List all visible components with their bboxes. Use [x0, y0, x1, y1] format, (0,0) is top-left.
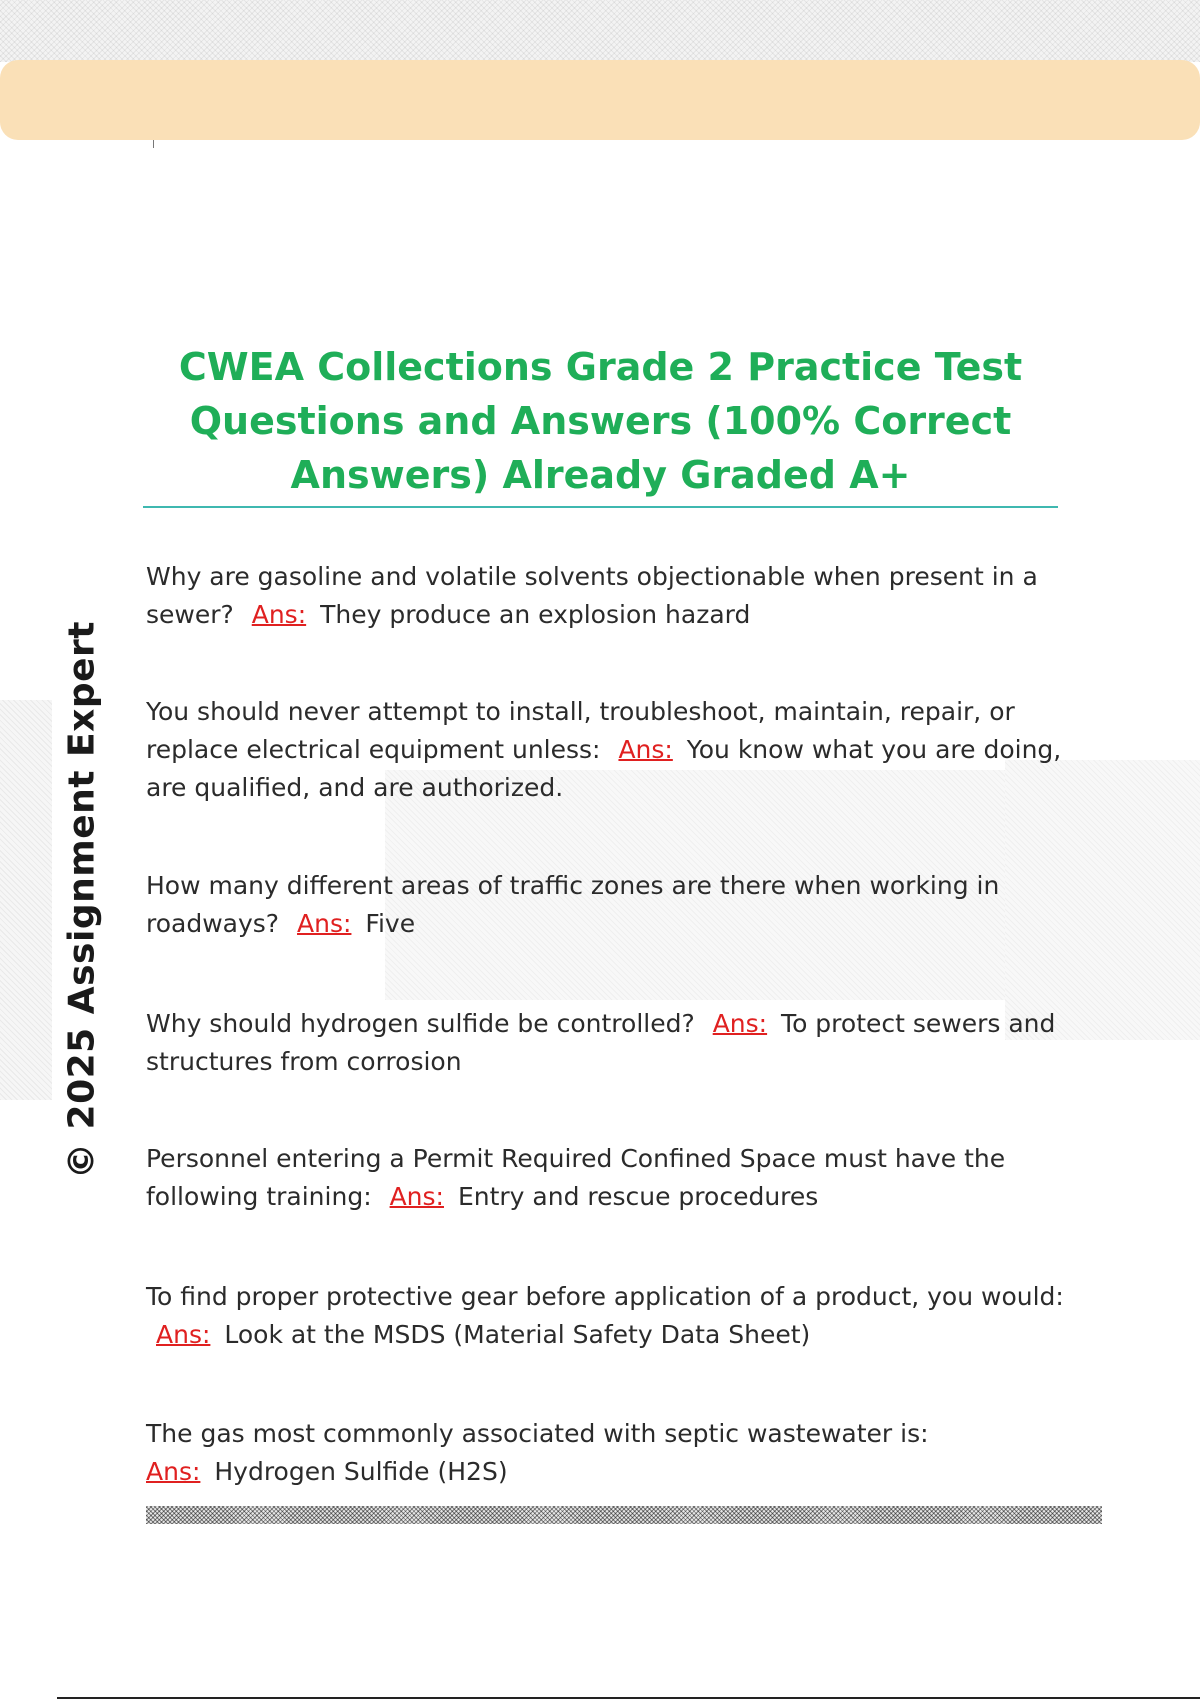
answer-text: You know what you are doing, are qualified, and are authorized. [146, 735, 1062, 802]
answer-label: Ans: [156, 1320, 211, 1349]
page-title: CWEA Collections Grade 2 Practice Test Questions and Answers (100% Correct Answers) Already Graded A+ [178, 345, 1023, 497]
qa-item [146, 867, 1066, 943]
qa-item [146, 558, 1066, 634]
answer-label: Ans: [712, 1009, 768, 1038]
question-text: How many different areas of traffic zones are there when working in roadways? [146, 871, 1000, 938]
question-text: Why are gasoline and volatile solvents objectionable when present in a sewer? [146, 562, 1038, 629]
answer-label: Ans: [146, 1457, 201, 1486]
qa-item [146, 1005, 1066, 1081]
question-text: The gas most commonly associated with septic wastewater is: [146, 1419, 929, 1448]
qa-item [146, 1140, 1066, 1216]
title-divider [143, 506, 1058, 508]
qa-item [146, 693, 1066, 807]
top-pattern-strip [0, 0, 1200, 62]
answer-label: Ans: [251, 600, 307, 629]
answer-text: To protect sewers and structures from corrosion [146, 1009, 1056, 1076]
header-tick-mark [153, 140, 154, 148]
answer-text: Five [365, 909, 416, 938]
answer-text: Entry and rescue procedures [457, 1182, 819, 1211]
answer-label: Ans: [297, 909, 352, 938]
qa-item [146, 1278, 1066, 1354]
answer-text: They produce an explosion hazard [320, 600, 751, 629]
answer-text: Hydrogen Sulfide (H2S) [214, 1457, 508, 1486]
question-text: Personnel entering a Permit Required Confined Space must have the following training: [146, 1144, 1006, 1211]
question-text: To find proper protective gear before application of a product, you would: [146, 1282, 1064, 1311]
answer-label: Ans: [389, 1182, 444, 1211]
qa-item [146, 1415, 1066, 1491]
answer-label: Ans: [618, 735, 673, 764]
question-text: Why should hydrogen sulfide be controlled? [146, 1009, 695, 1038]
footer-divider [57, 1697, 1200, 1699]
copyright-watermark: © 2025 Assignment Expert [61, 621, 103, 1179]
side-pattern [0, 700, 52, 1100]
header-band [0, 60, 1200, 140]
question-text: You should never attempt to install, troubleshoot, maintain, repair, or replace electrical equipment unless: [146, 697, 1015, 764]
bottom-pattern-strip [146, 1506, 1102, 1524]
answer-text: Look at the MSDS (Material Safety Data Sheet) [224, 1320, 811, 1349]
